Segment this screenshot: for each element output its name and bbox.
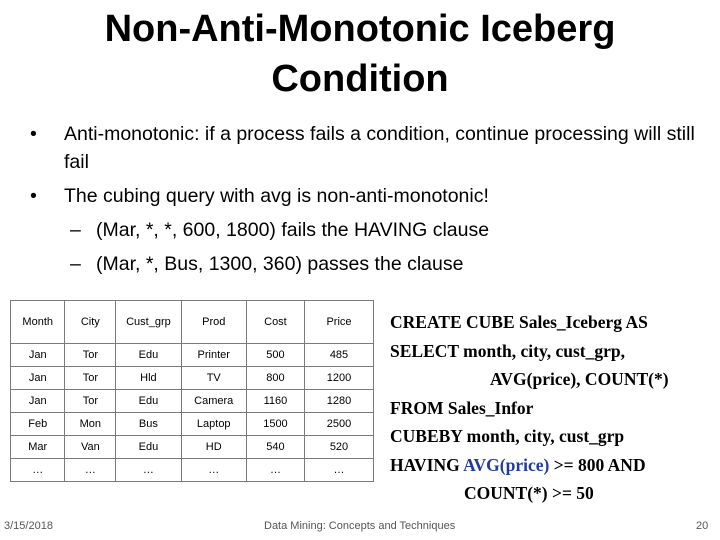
table-cell: … — [304, 459, 373, 482]
table-row — [11, 413, 374, 436]
sql-having-keyword: HAVING — [390, 454, 460, 475]
sql-having-condition: >= 800 AND — [553, 454, 646, 475]
column-header: Price — [304, 301, 373, 344]
table-cell: TV — [181, 367, 246, 390]
table-cell: 540 — [246, 436, 304, 459]
table-row — [11, 459, 374, 482]
sql-line: AVG(price), COUNT(*) — [490, 369, 669, 389]
table-cell: 1200 — [304, 367, 373, 390]
table-cell: Printer — [181, 344, 246, 367]
sql-line: CUBEBY month, city, cust_grp — [390, 426, 625, 446]
bullet-list — [28, 120, 708, 284]
table-cell: 800 — [246, 367, 304, 390]
table-cell: Camera — [181, 390, 246, 413]
table-row — [11, 367, 374, 390]
dash-icon: – — [70, 219, 81, 241]
column-header: City — [65, 301, 116, 344]
table-cell: 2500 — [304, 413, 373, 436]
table-cell: 500 — [246, 344, 304, 367]
column-header: Month — [11, 301, 65, 344]
table-cell: … — [116, 459, 181, 482]
table-cell: Edu — [116, 344, 181, 367]
bullet-item-2 — [28, 182, 708, 210]
sql-line: CREATE CUBE Sales_Iceberg AS — [390, 312, 648, 332]
table-cell: Mon — [65, 413, 116, 436]
table-cell: HD — [181, 436, 246, 459]
footer-date: 3/15/2018 — [4, 520, 53, 532]
table-cell: Tor — [65, 344, 116, 367]
sub-bullet-text-2: (Mar, *, Bus, 1300, 360) passes the clause — [96, 253, 464, 275]
table-cell: 485 — [304, 344, 373, 367]
table-cell: Jan — [11, 367, 65, 390]
sub-bullet-item-2 — [28, 250, 708, 278]
column-header: Cost — [246, 301, 304, 344]
table-cell: Hld — [116, 367, 181, 390]
footer-title: Data Mining: Concepts and Techniques — [264, 520, 456, 532]
sql-avg-highlight: AVG(price) — [463, 454, 550, 475]
table-cell: … — [181, 459, 246, 482]
table-row — [11, 344, 374, 367]
table-cell: Laptop — [181, 413, 246, 436]
page-number: 20 — [696, 520, 709, 532]
table-cell: 1280 — [304, 390, 373, 413]
table-cell: … — [11, 459, 65, 482]
table-cell: … — [246, 459, 304, 482]
bullet-dot-icon: • — [30, 123, 37, 145]
table-row — [11, 436, 374, 459]
bullet-dot-icon: • — [30, 185, 37, 207]
sql-line: FROM Sales_Infor — [390, 397, 534, 418]
bullet-text-2: The cubing query with avg is non-anti-monotonic! — [64, 185, 489, 207]
table-cell: Tor — [65, 390, 116, 413]
table-cell: 1500 — [246, 413, 304, 436]
sql-line: COUNT(*) >= 50 — [464, 483, 594, 503]
column-header: Prod — [181, 301, 246, 344]
slide-title — [60, 4, 660, 104]
table-cell: Jan — [11, 344, 65, 367]
sql-line: SELECT month, city, cust_grp, — [390, 340, 625, 361]
table-cell: Bus — [116, 413, 181, 436]
table-cell: 520 — [304, 436, 373, 459]
bullet-item-1 — [28, 120, 708, 176]
slide-title-line2: Condition — [271, 58, 449, 100]
table-cell: Van — [65, 436, 116, 459]
sales-table — [10, 300, 374, 482]
table-cell: Tor — [65, 367, 116, 390]
table-cell: 1160 — [246, 390, 304, 413]
sub-bullet-item-1 — [28, 216, 708, 244]
table-cell: Edu — [116, 390, 181, 413]
sub-bullet-text-1: (Mar, *, *, 600, 1800) fails the HAVING clause — [96, 219, 490, 241]
table-cell: … — [65, 459, 116, 482]
slide-title-line1: Non-Anti-Monotonic Iceberg — [104, 8, 616, 50]
table-cell: Edu — [116, 436, 181, 459]
bullet-text-1: Anti-monotonic: if a process fails a condition, continue processing will still fail — [64, 123, 695, 173]
sql-line — [390, 451, 710, 480]
sql-query — [390, 308, 710, 508]
table-cell: Jan — [11, 390, 65, 413]
table-cell: Feb — [11, 413, 65, 436]
column-header: Cust_grp — [116, 301, 181, 344]
dash-icon: – — [70, 253, 81, 275]
table-header-row — [11, 301, 374, 344]
table-cell: Mar — [11, 436, 65, 459]
table-row — [11, 390, 374, 413]
